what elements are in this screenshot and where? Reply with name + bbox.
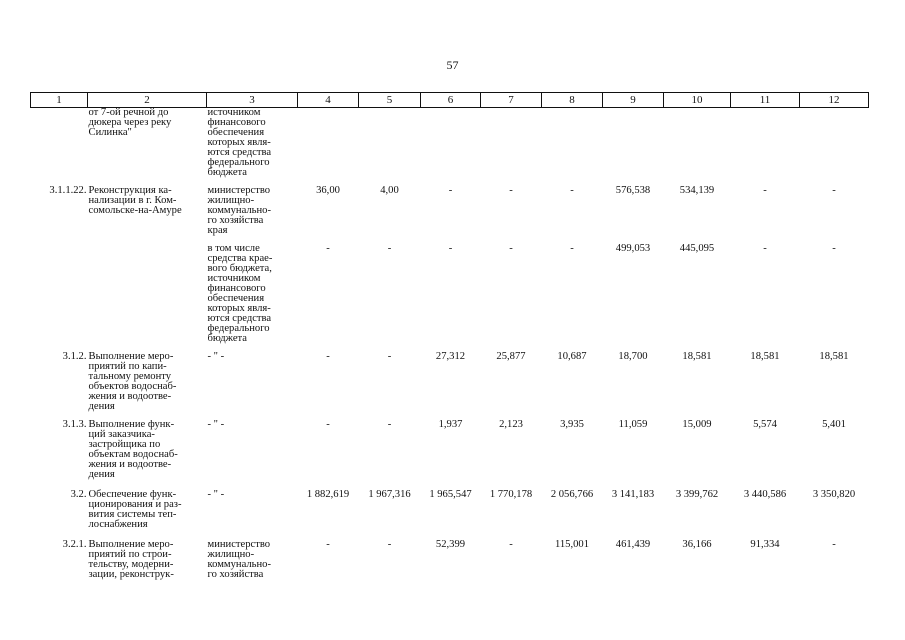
value-col-10: 18,581 — [682, 351, 712, 362]
value-col-5 — [359, 108, 421, 179]
value-col-10: 445,095 — [679, 243, 715, 254]
value-col-12: - — [832, 539, 836, 550]
row-name: Выполнение меро- приятий по строи- тельству, модерни- зации, реконструк- — [88, 539, 174, 580]
value-col-6 — [421, 108, 481, 179]
value-col-6: 1,937 — [438, 419, 463, 430]
value-col-11: 3 440,586 — [743, 489, 787, 500]
value-col-5: 1 967,316 — [368, 489, 411, 500]
value-col-5: - — [387, 243, 392, 254]
column-header-4: 4 — [298, 93, 359, 108]
value-col-10: 15,009 — [682, 419, 712, 430]
column-header-10: 10 — [664, 93, 731, 108]
value-col-6: - — [448, 243, 453, 254]
value-col-11: 18,581 — [750, 351, 780, 362]
column-header-3: 3 — [207, 93, 298, 108]
value-col-12: 18,581 — [819, 351, 849, 362]
row-source: - " - — [207, 489, 225, 500]
value-col-10: 534,139 — [679, 185, 715, 196]
row-name: Выполнение меро- приятий по капи- тальному ремонту объектов водоснаб- жения и водоотве- дения — [88, 351, 177, 412]
value-col-9: 576,538 — [615, 185, 651, 196]
column-header-1: 1 — [31, 93, 88, 108]
row-name — [88, 236, 207, 344]
row-number: 3.2. — [70, 489, 87, 500]
value-col-7: 25,877 — [496, 351, 526, 362]
value-col-5: - — [387, 351, 392, 362]
row-number: 3.1.2. — [62, 351, 87, 362]
value-col-10 — [664, 108, 731, 179]
value-col-4: - — [326, 351, 330, 362]
row-name: Реконструкция ка- нализации в г. Ком- сомольске-на-Амуре — [88, 185, 182, 216]
row-name: Обеспечение функ- ционирования и раз- вития системы теп- лоснабжения — [88, 489, 182, 530]
value-col-8: 2 056,766 — [550, 489, 594, 500]
page-number: 57 — [446, 58, 459, 72]
budget-table — [30, 92, 869, 580]
value-col-4: - — [326, 539, 330, 550]
value-col-7: - — [509, 185, 513, 196]
column-header-7: 7 — [481, 93, 542, 108]
row-number — [31, 236, 88, 344]
value-col-9: 3 141,183 — [611, 489, 655, 500]
value-col-6: 1 965,547 — [429, 489, 472, 500]
column-header-5: 5 — [359, 93, 421, 108]
value-col-8: 115,001 — [554, 539, 590, 550]
value-col-11: - — [763, 185, 767, 196]
value-col-10: 36,166 — [682, 539, 712, 550]
value-col-12: 5,401 — [822, 419, 846, 430]
value-col-12: - — [832, 243, 836, 254]
value-col-8 — [542, 108, 603, 179]
value-col-9: 461,439 — [615, 539, 651, 550]
column-header-11: 11 — [731, 93, 800, 108]
table-row — [31, 412, 869, 480]
value-col-9 — [603, 108, 664, 179]
row-source: министерство жилищно- коммунально- го хозяйства края — [207, 185, 271, 236]
value-col-10: 3 399,762 — [675, 489, 719, 500]
value-col-9: 11,059 — [618, 419, 648, 430]
value-col-4: 36,00 — [316, 185, 340, 196]
column-header-12: 12 — [800, 93, 869, 108]
value-col-7: - — [509, 243, 513, 254]
value-col-6: 52,399 — [435, 539, 466, 550]
row-source: министерство жилищно- коммунально- го хозяйства — [207, 539, 271, 580]
row-number: 3.1.3. — [62, 419, 87, 430]
value-col-8: - — [570, 243, 574, 254]
table-row — [31, 108, 869, 179]
value-col-9: 18,700 — [618, 351, 648, 362]
column-header-9: 9 — [603, 93, 664, 108]
row-number: 3.2.1. — [62, 539, 87, 550]
value-col-11: 5,574 — [753, 419, 777, 430]
value-col-11 — [731, 108, 800, 179]
value-col-12 — [800, 108, 869, 179]
value-col-8: 3,935 — [560, 419, 584, 430]
table-row — [31, 236, 869, 344]
column-header-6: 6 — [421, 93, 481, 108]
value-col-9: 499,053 — [615, 243, 651, 254]
row-source: - " - — [207, 419, 225, 430]
value-col-11: - — [763, 243, 767, 254]
value-col-6: - — [448, 185, 453, 196]
value-col-4: 1 882,619 — [306, 489, 350, 500]
value-col-7 — [481, 108, 542, 179]
table-row — [31, 344, 869, 412]
row-number — [31, 108, 88, 179]
value-col-4: - — [326, 243, 330, 254]
table-row — [31, 480, 869, 530]
row-number: 3.1.1.22. — [49, 185, 87, 196]
value-col-8: - — [570, 185, 574, 196]
row-source: источником финансового обеспечения которых явля- ются средства федерального бюджета — [207, 107, 272, 178]
row-name: от 7-ой речной до дюкера через реку Силинка" — [88, 107, 172, 138]
value-col-6: 27,312 — [435, 351, 466, 362]
value-col-5: - — [387, 419, 392, 430]
column-header-2: 2 — [88, 93, 207, 108]
header-row — [31, 93, 869, 108]
value-col-11: 91,334 — [750, 539, 780, 550]
value-col-4 — [298, 108, 359, 179]
value-col-7: 2,123 — [499, 419, 523, 430]
column-header-8: 8 — [542, 93, 603, 108]
value-col-4: - — [326, 419, 330, 430]
value-col-5: 4,00 — [380, 185, 399, 196]
row-source: в том числе средства крае- вого бюджета, источником финансового обеспечения которых явля- ются средства федерального бюджета — [207, 243, 273, 344]
value-col-8: 10,687 — [557, 351, 587, 362]
value-col-7: 1 770,178 — [489, 489, 533, 500]
value-col-12: - — [832, 185, 836, 196]
row-name: Выполнение функ- ций заказчика- застройщика по объектам водоснаб- жения и водоотве- дения — [88, 419, 178, 480]
value-col-7: - — [509, 539, 513, 550]
table-row — [31, 178, 869, 236]
table-body — [31, 108, 869, 581]
table-row — [31, 530, 869, 580]
value-col-5: - — [387, 539, 392, 550]
row-source: - " - — [207, 351, 225, 362]
value-col-12: 3 350,820 — [812, 489, 856, 500]
